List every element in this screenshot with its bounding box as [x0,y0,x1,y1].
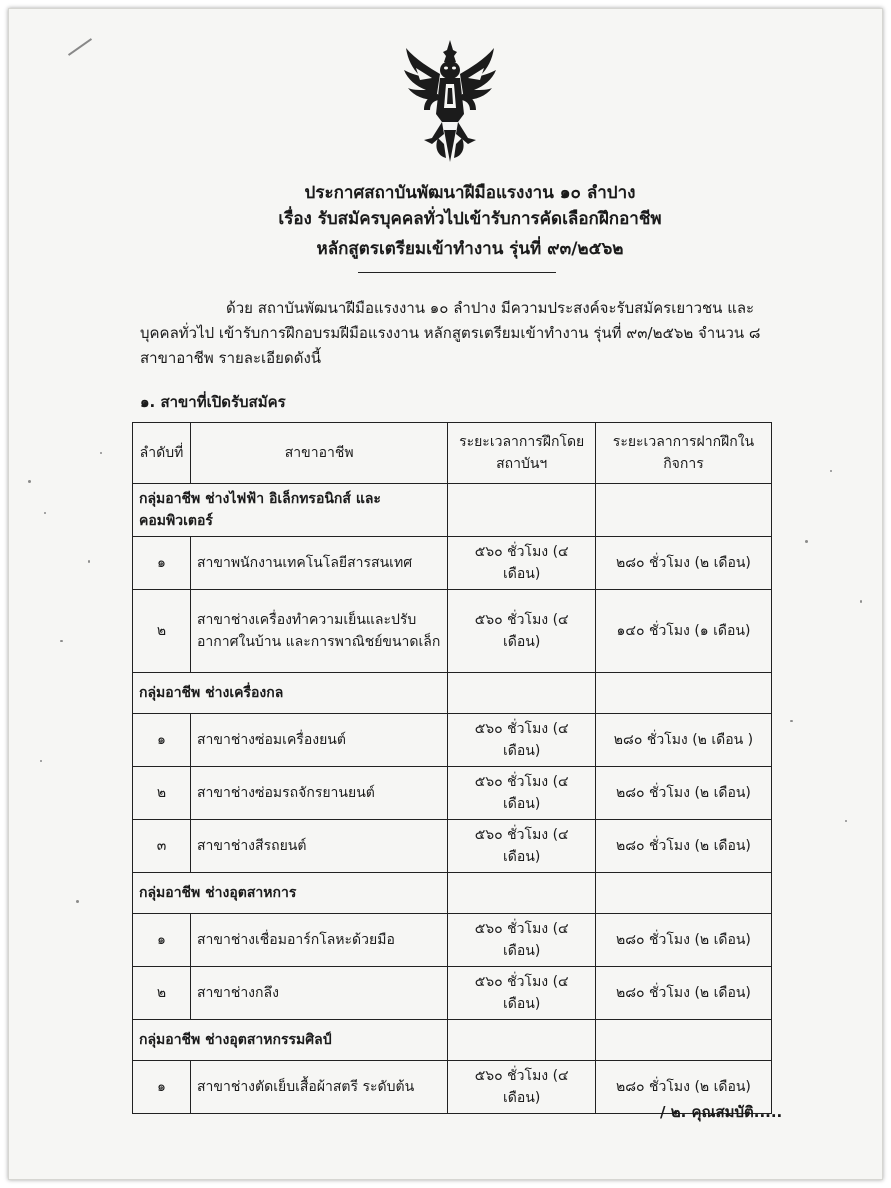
group-empty-cell [448,873,596,914]
cell-company: ๒๘๐ ชั่วโมง (๒ เดือน) [595,537,771,590]
scan-speck [28,480,31,483]
cell-field: สาขาช่างสีรถยนต์ [190,820,447,873]
scan-speck [76,900,79,903]
cell-field: สาขาพนักงานเทคโนโลยีสารสนเทศ [190,537,447,590]
cell-no: ๑ [133,537,191,590]
group-row [133,673,772,714]
cell-no: ๑ [133,1061,191,1114]
announcement-title-line2: เรื่อง รับสมัครบุคคลทั่วไปเข้ารับการคัดเลือกฝึกอาชีพ [278,209,662,229]
cell-company: ๒๘๐ ชั่วโมง (๒ เดือน) [595,914,771,967]
scan-speck [44,512,46,514]
cell-field: สาขาช่างเครื่องทำความเย็นและปรับอากาศในบ้าน และการพาณิชย์ขนาดเล็ก [190,590,447,673]
header-field: สาขาอาชีพ [190,423,447,484]
cell-no: ๓ [133,820,191,873]
group-empty-cell [595,1020,771,1061]
cell-company: ๒๘๐ ชั่วโมง (๒ เดือน) [595,967,771,1020]
scan-speck [100,452,102,454]
group-name: กลุ่มอาชีพ ช่างไฟฟ้า อิเล็กทรอนิกส์ และคอมพิวเตอร์ [133,484,448,537]
header-no: ลำดับที่ [133,423,191,484]
intro-paragraph: ด้วย สถาบันพัฒนาฝีมือแรงงาน ๑๐ ลำปาง มีความประสงค์จะรับสมัครเยาวชน และบุคคลทั่วไป เข้ารับการฝึกอบรมฝีมือแรงงาน หลักสูตรเตรียมเข้าทำงาน รุ่นที่ ๙๓/๒๕๖๒ จำนวน ๘ สาขาอาชีพ รายละเอียดดังนี้ [140,299,761,367]
cell-company: ๒๘๐ ชั่วโมง (๒ เดือน) [595,1061,771,1114]
cell-company: ๒๘๐ ชั่วโมง (๒ เดือน ) [595,714,771,767]
cell-no: ๒ [133,767,191,820]
group-empty-cell [595,484,771,537]
announcement-title-line1: ประกาศสถาบันพัฒนาฝีมือแรงงาน ๑๐ ลำปาง [304,183,636,203]
scan-speck [845,820,847,822]
announcement-title-line3: หลักสูตรเตรียมเข้าทำงาน รุ่นที่ ๙๓/๒๕๖๒ [316,239,624,259]
table-row [133,967,772,1020]
scan-speck [40,760,42,762]
cell-institute: ๕๖๐ ชั่วโมง (๔ เดือน) [448,714,596,767]
header-company-duration: ระยะเวลาการฝากฝึกในกิจการ [595,423,771,484]
scan-speck [60,640,63,642]
cell-field: สาขาช่างตัดเย็บเสื้อผ้าสตรี ระดับต้น [190,1061,447,1114]
scan-speck [88,560,90,563]
cell-no: ๒ [133,967,191,1020]
group-empty-cell [448,1020,596,1061]
cell-company: ๒๘๐ ชั่วโมง (๒ เดือน) [595,820,771,873]
cell-institute: ๕๖๐ ชั่วโมง (๔ เดือน) [448,1061,596,1114]
group-name: กลุ่มอาชีพ ช่างเครื่องกล [133,673,448,714]
scan-speck [805,540,808,543]
table-row [133,767,772,820]
page-continuation-note: / ๒. คุณสมบัติ..... [660,1103,783,1121]
group-empty-cell [595,873,771,914]
cell-institute: ๕๖๐ ชั่วโมง (๔ เดือน) [448,820,596,873]
cell-no: ๒ [133,590,191,673]
scan-speck [790,720,793,722]
cell-field: สาขาช่างกลึง [190,967,447,1020]
section-heading: ๑. สาขาที่เปิดรับสมัคร [140,393,286,411]
group-empty-cell [595,673,771,714]
cell-field: สาขาช่างซ่อมรถจักรยานยนต์ [190,767,447,820]
cell-institute: ๕๖๐ ชั่วโมง (๔ เดือน) [448,967,596,1020]
scan-speck [860,600,862,603]
cell-institute: ๕๖๐ ชั่วโมง (๔ เดือน) [448,767,596,820]
cell-institute: ๕๖๐ ชั่วโมง (๔ เดือน) [448,914,596,967]
table-row [133,914,772,967]
group-name: กลุ่มอาชีพ ช่างอุตสาหการ [133,873,448,914]
table-row [133,714,772,767]
title-underline [358,272,556,273]
group-row [133,1020,772,1061]
group-empty-cell [448,673,596,714]
group-empty-cell [448,484,596,537]
cell-company: ๑๔๐ ชั่วโมง (๑ เดือน) [595,590,771,673]
garuda-emblem-icon [402,38,498,164]
cell-institute: ๕๖๐ ชั่วโมง (๔ เดือน) [448,590,596,673]
group-row [133,484,772,537]
cell-field: สาขาช่างซ่อมเครื่องยนต์ [190,714,447,767]
table-header-row [133,423,772,484]
cell-no: ๑ [133,714,191,767]
header-institute-duration: ระยะเวลาการฝึกโดยสถาบันฯ [448,423,596,484]
group-name: กลุ่มอาชีพ ช่างอุตสาหกรรมศิลป์ [133,1020,448,1061]
group-row [133,873,772,914]
cell-field: สาขาช่างเชื่อมอาร์กโลหะด้วยมือ [190,914,447,967]
table-row [133,537,772,590]
table-row [133,590,772,673]
cell-company: ๒๘๐ ชั่วโมง (๒ เดือน) [595,767,771,820]
cell-no: ๑ [133,914,191,967]
scan-speck [830,470,832,472]
table-row [133,820,772,873]
course-table [132,422,772,1114]
cell-institute: ๕๖๐ ชั่วโมง (๔ เดือน) [448,537,596,590]
